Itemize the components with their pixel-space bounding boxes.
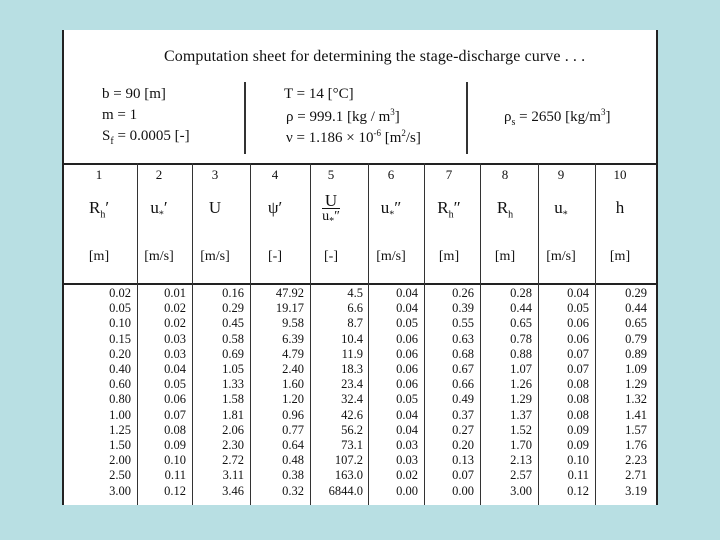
column-symbol: U $u_*''$ bbox=[322, 191, 340, 227]
table-cell: 0.45 bbox=[222, 316, 244, 331]
table-cell: 0.02 bbox=[164, 301, 186, 316]
table-cell: 0.04 bbox=[396, 407, 418, 422]
table-cell: 1.70 bbox=[510, 438, 532, 452]
table-cell: 2.40 bbox=[282, 362, 304, 376]
param-rhos-symbol: ρ bbox=[504, 109, 512, 125]
param-b: b = 90 [m] bbox=[102, 86, 166, 102]
table-cell: 0.32 bbox=[282, 483, 304, 498]
table-cell: 0.03 bbox=[396, 453, 418, 468]
table-cell: 1.32 bbox=[625, 392, 647, 407]
table-cell: 163.0 bbox=[334, 468, 363, 483]
table-cell: 0.12 bbox=[164, 483, 186, 498]
column-unit: [-] bbox=[324, 249, 338, 264]
table-cell: 3.11 bbox=[222, 468, 244, 483]
table-cell: 0.06 bbox=[164, 392, 186, 407]
column-unit: [m/s] bbox=[376, 249, 406, 264]
table-cell: 0.79 bbox=[625, 331, 647, 346]
table-cell: 0.55 bbox=[452, 316, 474, 331]
table-cell: 0.05 bbox=[109, 301, 131, 316]
table-cell: 0.39 bbox=[452, 301, 474, 316]
param-rho-sup: 3 bbox=[390, 107, 395, 117]
table-cell: 0.65 bbox=[625, 316, 647, 331]
column-symbol: $R_h'$ bbox=[88, 198, 110, 221]
column-unit: [m/s] bbox=[144, 249, 174, 264]
column-number: 2 bbox=[155, 167, 163, 182]
table-cell: 1.37 bbox=[510, 407, 532, 422]
table-cell: 1.20 bbox=[282, 392, 304, 407]
table-cell: 1.00 bbox=[109, 407, 131, 422]
column-unit: [-] bbox=[268, 249, 282, 264]
table-cell: 10.4 bbox=[341, 331, 363, 346]
column-number: 6 bbox=[387, 167, 395, 182]
table-cell: 0.88 bbox=[510, 346, 532, 361]
column-number: 7 bbox=[445, 167, 453, 182]
column-number: 10 bbox=[613, 167, 627, 182]
column-number: 9 bbox=[557, 167, 565, 182]
param-rho bbox=[286, 107, 400, 126]
table-cell: 0.04 bbox=[396, 301, 418, 316]
table-cell: 56.2 bbox=[341, 422, 363, 437]
table-cell: 1.33 bbox=[222, 377, 244, 392]
param-sf-value: = 0.0005 [-] bbox=[113, 128, 190, 144]
table-cell: 0.10 bbox=[164, 453, 186, 468]
table-cell: 0.77 bbox=[282, 422, 304, 437]
param-rhos-sup: 3 bbox=[600, 107, 606, 117]
table-cell: 0.13 bbox=[452, 453, 474, 468]
table-cell: 0.05 bbox=[396, 316, 418, 331]
table-cell: 1.29 bbox=[510, 392, 532, 407]
table-cell: 0.60 bbox=[109, 377, 131, 392]
param-rhos-close: ] bbox=[605, 109, 611, 125]
table-cell: 19.17 bbox=[275, 301, 304, 316]
table-cell: 0.09 bbox=[567, 422, 589, 437]
table-cell: 0.12 bbox=[567, 483, 589, 498]
table-cell: 0.44 bbox=[625, 301, 647, 316]
table-cell: 0.06 bbox=[567, 331, 589, 346]
column-number: 5 bbox=[327, 167, 335, 182]
table-cell: 107.2 bbox=[334, 453, 363, 468]
column-symbol: $u_*''$ bbox=[380, 198, 402, 221]
table-cell: 1.58 bbox=[222, 392, 244, 407]
param-rho-value: ρ = 999.1 [kg / m bbox=[286, 109, 391, 125]
table-cell: 0.69 bbox=[222, 346, 244, 361]
computation-sheet bbox=[62, 30, 658, 505]
table-cell: 0.06 bbox=[396, 377, 418, 392]
table-cell: 0.80 bbox=[109, 392, 131, 407]
table-cell: 0.20 bbox=[109, 346, 131, 361]
table-cell: 0.29 bbox=[625, 286, 647, 300]
table-cell: 0.16 bbox=[222, 286, 244, 300]
table-cell: 0.89 bbox=[625, 346, 647, 361]
table-cell: 0.01 bbox=[164, 286, 186, 300]
column-symbol: $R_h$ bbox=[496, 198, 514, 221]
table-cell: 1.81 bbox=[222, 407, 244, 422]
table-cell: 0.05 bbox=[396, 392, 418, 407]
table-cell: 0.38 bbox=[282, 468, 304, 483]
table-cell: 0.06 bbox=[396, 331, 418, 346]
table-cell: 0.11 bbox=[164, 468, 186, 483]
table-cell: 2.50 bbox=[109, 468, 131, 483]
table-cell: 8.7 bbox=[347, 316, 363, 331]
table-cell: 1.26 bbox=[510, 377, 532, 392]
table-cell: 0.07 bbox=[452, 468, 474, 483]
table-cell: 2.00 bbox=[109, 453, 131, 468]
table-cell: 1.52 bbox=[510, 422, 532, 437]
table-cell: 0.05 bbox=[164, 377, 186, 392]
table-cell: 0.27 bbox=[452, 422, 474, 437]
table-cell: 0.04 bbox=[164, 362, 186, 376]
table-cell: 1.09 bbox=[625, 362, 647, 376]
table-cell: 0.03 bbox=[396, 438, 418, 452]
param-nu-sup2: 2 bbox=[401, 128, 406, 138]
table-cell: 0.78 bbox=[510, 331, 532, 346]
column-symbol: $R_h''$ bbox=[437, 198, 461, 221]
param-nu-sup: -6 bbox=[373, 128, 381, 138]
column-number: 3 bbox=[211, 167, 219, 182]
table-cell: 0.02 bbox=[109, 286, 131, 300]
table-cell: 0.44 bbox=[510, 301, 532, 316]
table-cell: 0.20 bbox=[452, 438, 474, 452]
param-nu-value: ν = 1.186 × 10 bbox=[286, 130, 374, 146]
table-cell: 0.06 bbox=[567, 316, 589, 331]
column-symbol: $u_*'$ bbox=[150, 198, 168, 221]
column-symbol: $u_*$ bbox=[554, 198, 568, 221]
table-cell: 11.9 bbox=[341, 346, 363, 361]
table-cell: 0.28 bbox=[510, 286, 532, 300]
table-cell: 0.03 bbox=[164, 346, 186, 361]
table-cell: 0.08 bbox=[567, 377, 589, 392]
param-m: m = 1 bbox=[102, 107, 138, 123]
table-cell: 0.15 bbox=[109, 331, 131, 346]
table-cell: 0.58 bbox=[222, 331, 244, 346]
table-cell: 0.11 bbox=[567, 468, 589, 483]
table-cell: 0.10 bbox=[109, 316, 131, 331]
table-cell: 0.06 bbox=[396, 346, 418, 361]
table-cell: 3.46 bbox=[222, 483, 244, 498]
table-cell: 0.00 bbox=[452, 483, 474, 498]
table-cell: 1.07 bbox=[510, 362, 532, 376]
table-cell: 2.13 bbox=[510, 453, 532, 468]
column-symbol: h bbox=[615, 198, 625, 217]
param-nu-unit: [m bbox=[380, 130, 402, 146]
table-cell: 0.08 bbox=[164, 422, 186, 437]
column-number: 1 bbox=[95, 167, 103, 182]
param-divider-1 bbox=[244, 82, 246, 154]
table-cell: 6.6 bbox=[347, 301, 363, 316]
table-cell: 0.63 bbox=[452, 331, 474, 346]
table-cell: 0.08 bbox=[567, 392, 589, 407]
table-cell: 0.66 bbox=[452, 377, 474, 392]
table-cell: 0.96 bbox=[282, 407, 304, 422]
table-cell: 2.72 bbox=[222, 453, 244, 468]
table-cell: 23.4 bbox=[341, 377, 363, 392]
table-cell: 2.57 bbox=[510, 468, 532, 483]
table-cell: 2.30 bbox=[222, 438, 244, 452]
table-cell: 4.5 bbox=[347, 286, 363, 300]
table-cell: 32.4 bbox=[341, 392, 363, 407]
table-cell: 6.39 bbox=[282, 331, 304, 346]
table-cell: 42.6 bbox=[341, 407, 363, 422]
sheet-title: Computation sheet for determining the stage-discharge curve . . . bbox=[164, 48, 586, 65]
param-rhos-sub: s bbox=[511, 117, 516, 128]
table-cell: 0.10 bbox=[567, 453, 589, 468]
table-cell: 9.58 bbox=[282, 316, 304, 331]
table-cell: 3.00 bbox=[510, 483, 532, 498]
column-symbol: ψ′ bbox=[267, 198, 283, 217]
table-cell: 0.00 bbox=[396, 483, 418, 498]
table-cell: 1.05 bbox=[222, 362, 244, 376]
column-number: 8 bbox=[501, 167, 509, 182]
table-cell: 0.64 bbox=[282, 438, 304, 452]
table-cell: 0.67 bbox=[452, 362, 474, 376]
table-cell: 1.25 bbox=[109, 422, 131, 437]
param-sf-symbol: S bbox=[102, 128, 111, 144]
table-cell: 0.40 bbox=[109, 362, 131, 376]
table-cell: 0.06 bbox=[396, 362, 418, 376]
table-cell: 0.07 bbox=[164, 407, 186, 422]
param-rhos bbox=[504, 107, 610, 128]
table-cell: 0.68 bbox=[452, 346, 474, 361]
table-cell: 2.06 bbox=[222, 422, 244, 437]
table-cell: 1.76 bbox=[625, 438, 647, 452]
table-cell: 0.26 bbox=[452, 286, 474, 300]
param-sf bbox=[102, 128, 190, 147]
table-cell: 0.49 bbox=[452, 392, 474, 407]
param-sf-sub: f bbox=[110, 136, 114, 147]
column-symbol: U bbox=[208, 198, 222, 217]
column-unit: [m] bbox=[609, 249, 631, 264]
column-number: 4 bbox=[271, 167, 279, 182]
table-cell: 0.08 bbox=[567, 407, 589, 422]
table-top-rule bbox=[64, 163, 656, 165]
table-cell: 0.05 bbox=[567, 301, 589, 316]
table-cell: 47.92 bbox=[275, 286, 304, 300]
column-unit: [m/s] bbox=[546, 249, 576, 264]
table-cell: 1.50 bbox=[109, 438, 131, 452]
table-cell: 0.37 bbox=[452, 407, 474, 422]
table-cell: 0.02 bbox=[396, 468, 418, 483]
table-cell: 3.00 bbox=[109, 483, 131, 498]
table-cell: 0.09 bbox=[567, 438, 589, 452]
table-cell: 0.04 bbox=[396, 286, 418, 300]
table-cell: 0.09 bbox=[164, 438, 186, 452]
table-cell: 6844.0 bbox=[328, 483, 363, 498]
table-cell: 0.04 bbox=[396, 422, 418, 437]
table-cell: 0.02 bbox=[164, 316, 186, 331]
column-unit: [m/s] bbox=[200, 249, 230, 264]
param-rho-close: ] bbox=[394, 109, 400, 125]
table-cell: 0.65 bbox=[510, 316, 532, 331]
table-cell: 2.23 bbox=[625, 453, 647, 468]
table-cell: 0.48 bbox=[282, 453, 304, 468]
table-cell: 1.29 bbox=[625, 377, 647, 392]
table-cell: 0.29 bbox=[222, 301, 244, 316]
column-unit: [m] bbox=[88, 249, 110, 264]
table-cell: 73.1 bbox=[341, 438, 363, 452]
table-cell: 1.41 bbox=[625, 407, 647, 422]
table-header-rule bbox=[64, 283, 656, 285]
table-cell: 0.07 bbox=[567, 346, 589, 361]
table-cell: 1.60 bbox=[282, 377, 304, 392]
param-nu-close: /s] bbox=[405, 130, 421, 146]
table-cell: 3.19 bbox=[625, 483, 647, 498]
table-cell: 0.03 bbox=[164, 331, 186, 346]
table-cell: 0.07 bbox=[567, 362, 589, 376]
param-divider-2 bbox=[466, 82, 468, 154]
param-rhos-value: = 2650 [kg/m bbox=[515, 109, 601, 125]
table-cell: 18.3 bbox=[341, 362, 363, 376]
table-cell: 2.71 bbox=[625, 468, 647, 483]
param-temperature: T = 14 [°C] bbox=[284, 86, 354, 102]
table-cell: 0.04 bbox=[567, 286, 589, 300]
column-unit: [m] bbox=[494, 249, 516, 264]
param-nu bbox=[286, 128, 421, 147]
table-cell: 4.79 bbox=[282, 346, 304, 361]
table-cell: 1.57 bbox=[625, 422, 647, 437]
column-unit: [m] bbox=[438, 249, 460, 264]
